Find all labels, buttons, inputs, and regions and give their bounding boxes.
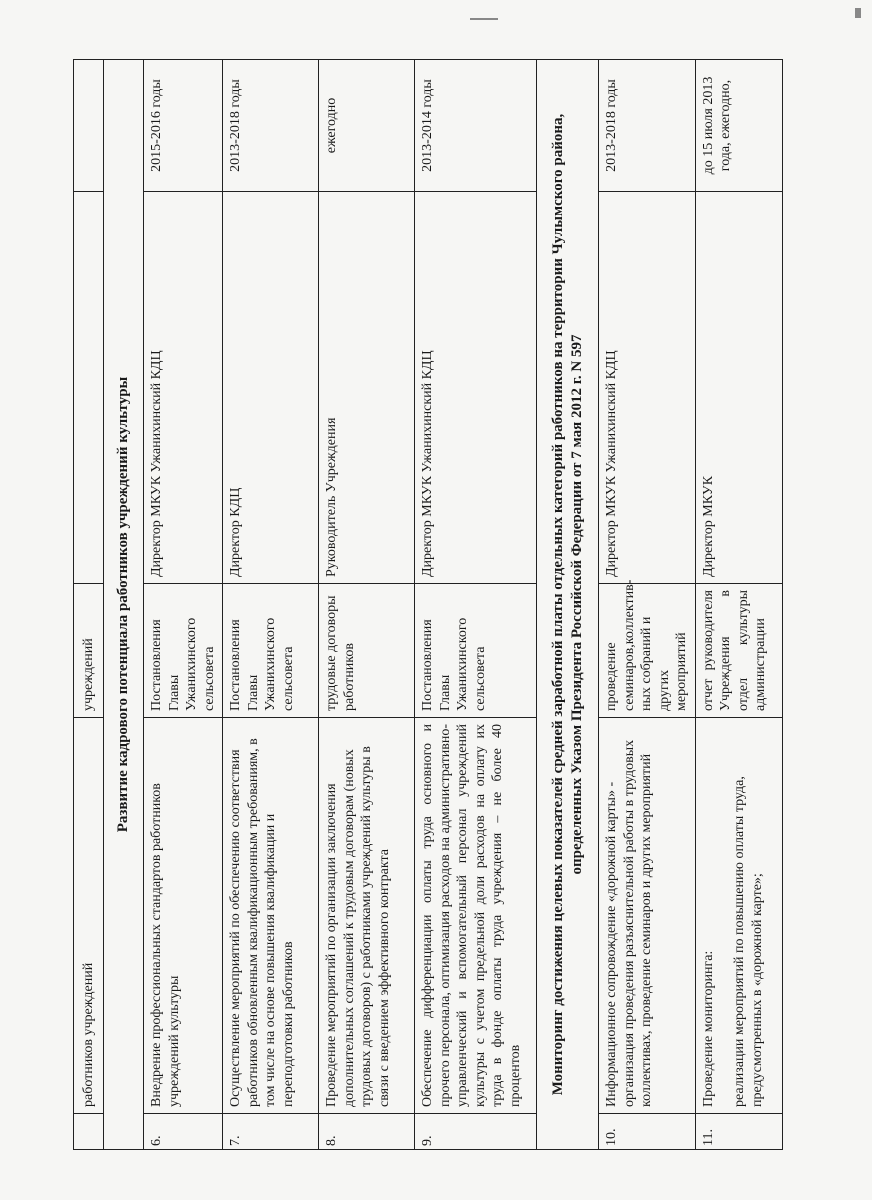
row-measure: Информационное сопровождение «дорожной карты» - организация проведения разъяснительной работы в трудовых коллективах, проведение семинаров и других мероприятий [599, 718, 696, 1114]
scan-mark-corner [855, 8, 861, 18]
row-period: ежегодно [319, 60, 415, 192]
row-document: отчет руководителя Учреждения в отдел культуры администрации [695, 584, 783, 718]
row-measure-line: реализации мероприятий по повышению оплаты труда, предусмотренных в «дорожной карте»; [732, 776, 765, 1107]
section-title: Мониторинг достижения целевых показателей средней заработной платы отдельных категорий работников на территории Чулымского района, определенных Указом Президента Российской Федерации от 7 мая 2012 г. N 597 [537, 60, 599, 1150]
row-document: Постановления Главы Ужанихинского сельсовета [415, 584, 537, 718]
row-measure [695, 718, 783, 1114]
table-row [223, 60, 319, 1150]
table-row [415, 60, 537, 1150]
row-period: 2013-2018 годы [223, 60, 319, 192]
row-number: 10. [599, 1114, 696, 1150]
row-document: Постановления Главы Ужанихинского сельсовета [144, 584, 223, 718]
row-document: проведение семинаров,коллектив-ных собраний и других мероприятий [599, 584, 696, 718]
row-number: 11. [695, 1114, 783, 1150]
row-responsible: Директор КДЦ [223, 192, 319, 584]
row-document: трудовые договоры работников [319, 584, 415, 718]
row-responsible: Директор МКУК [695, 192, 783, 584]
row-measure: Обеспечение дифференциации оплаты труда основного и прочего персонала, оптимизация расходов на административно-управленческий и вспомогательный персонал учреждений культуры с учетом предельной доли расходов на оплату их труда в фонде оплаты труда учреждения – не более 40 процентов [415, 718, 537, 1114]
table-row [599, 60, 696, 1150]
measures-table [73, 59, 783, 1150]
row-responsible: Директор МКУК Ужанихинский КДЦ [599, 192, 696, 584]
row-document: Постановления Главы Ужанихинского сельсовета [223, 584, 319, 718]
row-measure: Осуществление мероприятий по обеспечению соответствия работников обновленным квалификационным требованиям, в том числе на основе повышения квалификации и переподготовки работников [223, 718, 319, 1114]
row-period: 2015-2016 годы [144, 60, 223, 192]
scan-mark [470, 18, 498, 20]
row-number: 7. [223, 1114, 319, 1150]
row-responsible: Директор МКУК Ужанихинский КДЦ [415, 192, 537, 584]
row-period: до 15 июля 2013 года, ежегодно, [695, 60, 783, 192]
row-number: 9. [415, 1114, 537, 1150]
header-period-cell [74, 60, 104, 192]
row-number: 6. [144, 1114, 223, 1150]
header-num-cell [74, 1114, 104, 1150]
row-period: 2013-2018 годы [599, 60, 696, 192]
table-header-row [74, 60, 104, 1150]
row-number: 8. [319, 1114, 415, 1150]
rotated-page [73, 60, 783, 1150]
row-measure-line: Проведение мониторинга: [700, 950, 716, 1107]
section-title: Развитие кадрового потенциала работников учреждений культуры [104, 60, 144, 1150]
header-resp-cell [74, 192, 104, 584]
section-title-row [104, 60, 144, 1150]
row-responsible: Руководитель Учреждения [319, 192, 415, 584]
table-row [319, 60, 415, 1150]
row-responsible: Директор МКУК Ужанихинский КДЦ [144, 192, 223, 584]
header-measure-cell: работников учреждений [74, 718, 104, 1114]
table-row [144, 60, 223, 1150]
row-measure: Проведение мероприятий по организации заключения дополнительных соглашений к трудовым договорам (новых трудовых договоров) с работниками учреждений культуры в связи с введением эффективного контракта [319, 718, 415, 1114]
table-row [695, 60, 783, 1150]
row-period: 2013-2014 годы [415, 60, 537, 192]
section-title-row [537, 60, 599, 1150]
row-measure: Внедрение профессиональных стандартов работников учреждений культуры [144, 718, 223, 1114]
header-doc-cell: учреждений [74, 584, 104, 718]
